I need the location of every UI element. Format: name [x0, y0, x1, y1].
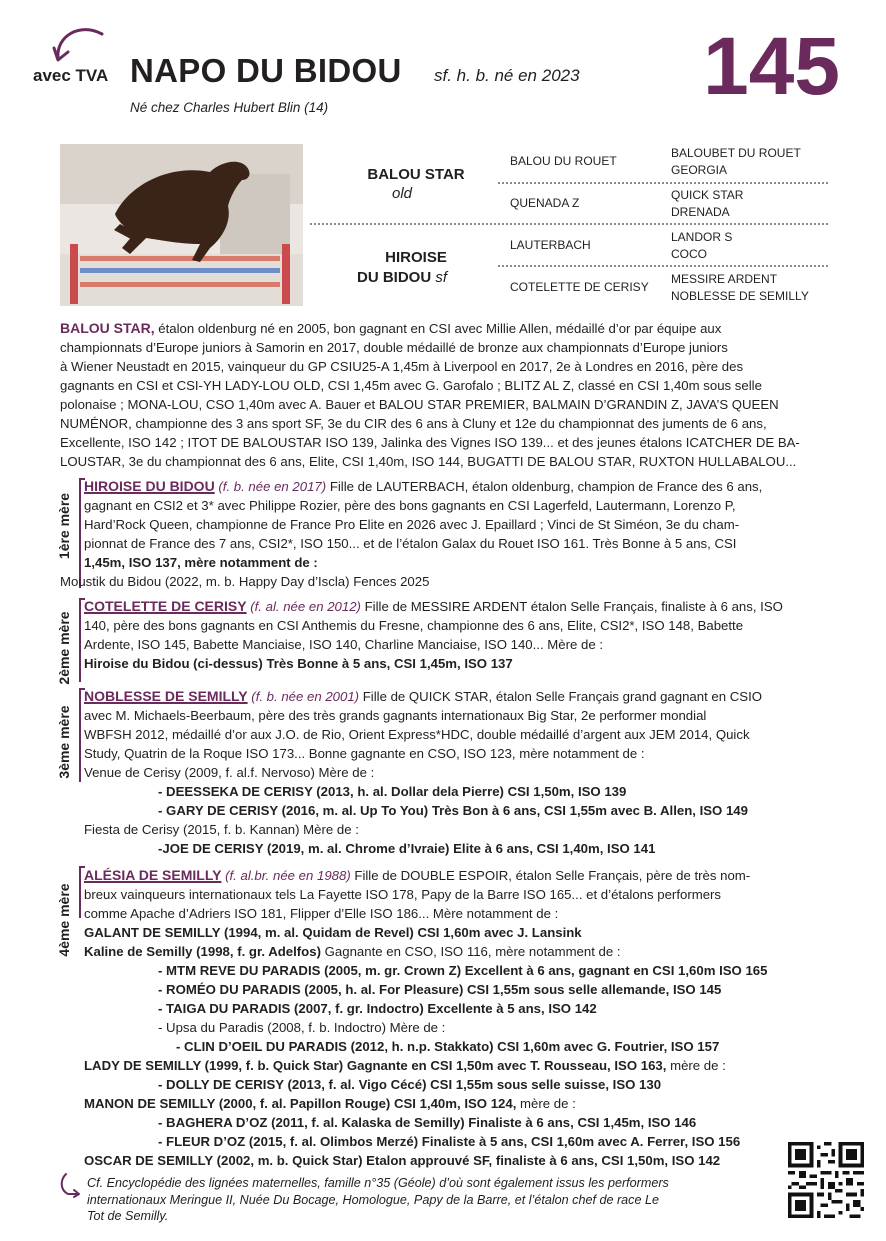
sire-description: BALOU STAR, étalon oldenburg né en 2005, bon gagnant en CSI avec Millie Allen, médaillé d’or par équipe aux championnats d’Europe juniors à Samorin en 2017, double médaillé de bronze aux championnats d’Europe juniors à Wiener Neustadt en 2015, vainqueur du GP CSIU25-A 1,45m à Liverpool en 2017, 2e à Londres en 2016, père des gagnants en CSI et CSI-YH LADY-LOU OLD, CSI 1,45m avec G. Garofalo ; BLITZ AL Z, classé en CSI 1,40m sous selle polonaise ; MONA-LOU, CSO 1,40m avec A. Bauer et BALOU STAR PREMIER, BALMAIN D’GRANDIN Z, JAVA’S QUEEN NUMÉNOR, championne des 3 ans sport SF, 3e du CIR des 6 ans à Cluny et 12e du championnat des juments de 6 ans, Excellente, ISO 142 ; ITOT DE BALOUSTAR ISO 139, Jalinka des Vignes ISO 139... et des jeunes étalons ICATCHER DE BA- LOUSTAR, 3e du championnat des 6 ans, Elite, CSI 1,40m, ISO 144, BUGATTI DE BALOU STAR, RUXTON HULLABALOU...	[60, 320, 800, 469]
mother-4: ALÉSIA DE SEMILLY (f. al.br. née en 1988) Fille de DOUBLE ESPOIR, étalon Selle Français, père de très nom- breux vainqueurs internationaux tels La Fayette ISO 178, Papy de la Barre ISO 165... et d’étalons performers comme Apache d’Adriers ISO 181, Flipper d’Elle ISO 186... Mère notamment de : GALANT DE SEMILLY (1994, m. al. Quidam de Revel) CSI 1,60m avec J. Lansink Kaline de Semilly (1998, f. gr. Adelfos) Gagnante en CSO, ISO 116, mère notamment de : - MTM REVE DU PARADIS (2005, m. gr. Crown Z) Excellent à 6 ans, gagnant en CSI 1,60m ISO 165 - ROMÉO DU PARADIS (2005, h. al. For Pleasure) CSI 1,55m sous selle allemande, ISO 145 - TAIGA DU PARADIS (2007, f. gr. Indoctro) Excellente à 5 ans, ISO 142 - Upsa du Paradis (2008, f. b. Indoctro) Mère de : - CLIN D’OEIL DU PARADIS (2012, h. n.p. Stakkato) CSI 1,60m avec G. Foutrier, ISO 157 LADY DE SEMILLY (1999, f. b. Quick Star) Gagnante en CSI 1,50m avec T. Rousseau, ISO 163, mère de : - DOLLY DE CERISY (2013, f. al. Vigo Cécé) CSI 1,55m sous selle suisse, ISO 130 MANON DE SEMILLY (2000, f. al. Papillon Rouge) CSI 1,40m, ISO 124, mère de : - BAGHERA D’OZ (2011, f. al. Kalaska de Semilly) Finaliste à 6 ans, CSI 1,45m, ISO 146 - FLEUR D’OZ (2015, f. al. Olimbos Merzé) Finaliste à 5 ans, CSI 1,60m avec A. Ferrer, ISO 156 OSCAR DE SEMILLY (2002, m. b. Quick Star) Etalon approuvé SF, finaliste à 6 ans, CSI 1,50m, ISO 142	[84, 867, 768, 1168]
mother-3: NOBLESSE DE SEMILLY (f. b. née en 2001) Fille de QUICK STAR, étalon Selle Français grand gagnant en CSIO avec M. Michaels-Beerbaum, père des très grands gagnants internationaux Big Star, 2e performer mondial WBFSH 2012, médaillé d’or aux J.O. de Rio, Orient Express*HDC, double médaillé d’argent aux JEM 2014, Quick Study, Quatrin de la Roque ISO 173... Bonne gagnante en CSO, ISO 123, mère notamment de : Venue de Cerisy (2009, f. al.f. Nervoso) Mère de : - DEESSEKA DE CERISY (2013, h. al. Dollar dela Pierre) CSI 1,50m, ISO 139 - GARY DE CERISY (2016, m. al. Up To You) Très Bon à 6 ans, CSI 1,55m avec B. Allen, ISO 149 Fiesta de Cerisy (2015, f. b. Kannan) Mère de : -JOE DE CERISY (2019, m. al. Chrome d’Ivraie) Elite à 6 ans, CSI 1,40m, ISO 141	[84, 688, 762, 856]
lot-number: 145	[703, 21, 840, 112]
mother-3-name: NOBLESSE DE SEMILLY	[84, 688, 248, 704]
pedigree-gen3-4: DRENADA	[671, 205, 730, 219]
mother-4-name: ALÉSIA DE SEMILLY	[84, 867, 222, 883]
mother-1-name: HIROISE DU BIDOU	[84, 478, 215, 494]
pedigree-divider	[498, 182, 828, 184]
pedigree-gen2-2: QUENADA Z	[510, 196, 580, 210]
mother-label-4: 4ème mère	[56, 883, 72, 957]
horse-name: NAPO DU BIDOU	[130, 52, 402, 89]
pedigree-gen3-5: LANDOR S	[671, 230, 733, 244]
mother-2: COTELETTE DE CERISY (f. al. née en 2012) Fille de MESSIRE ARDENT étalon Selle Français, finaliste à 6 ans, ISO 140, père des bons gagnants en CSI Anthemis du Fresne, championne des 6 ans, Elite, CSI2*, ISO 148, Babette Ardente, ISO 145, Babette Manciaise, ISO 140, Charline Manciaise, ISO 140... Mère de : Hiroise du Bidou (ci-dessus) Très Bonne à 5 ans, CSI 1,45m, ISO 137	[84, 598, 783, 671]
pedigree-divider	[310, 223, 828, 225]
mother-label-2: 2ème mère	[56, 611, 72, 685]
breeder: Né chez Charles Hubert Blin (14)	[130, 100, 329, 115]
sire-breed: old	[391, 185, 413, 202]
sire-name: BALOU STAR	[367, 166, 465, 183]
footer-note: Cf. Encyclopédie des lignées maternelles, famille n°35 (Géole) d’où sont également issus les performers internationaux Meringue II, Nuée Du Bocage, Homologue, Papy de la Barre, et l’étalon chef de race Le Tot de Semilly.	[87, 1176, 669, 1223]
pedigree-gen3-1: BALOUBET DU ROUET	[671, 146, 801, 160]
pedigree-gen3-3: QUICK STAR	[671, 188, 744, 202]
pedigree-gen2-3: LAUTERBACH	[510, 238, 591, 252]
pedigree-gen3-8: NOBLESSE DE SEMILLY	[671, 289, 809, 303]
mother-bracket	[79, 866, 81, 918]
tva-label: avec TVA	[33, 66, 109, 85]
pedigree-gen3-7: MESSIRE ARDENT	[671, 272, 778, 286]
mother-2-name: COTELETTE DE CERISY	[84, 598, 247, 614]
dam-name-line1: HIROISE	[385, 249, 447, 266]
sire-text-name: BALOU STAR,	[60, 320, 155, 336]
mother-bracket	[79, 598, 81, 682]
horse-description: sf. h. b. né en 2023	[434, 66, 580, 85]
pedigree-gen3-6: COCO	[671, 247, 707, 261]
horse-photo	[60, 144, 303, 306]
pedigree-gen3-2: GEORGIA	[671, 163, 728, 177]
pedigree-divider	[498, 265, 828, 267]
mother-1: HIROISE DU BIDOU (f. b. née en 2017) Fille de LAUTERBACH, étalon oldenburg, champion de France des 6 ans, gagnant en CSI2 et 3* avec Philippe Rozier, père des bons gagnants en CSI Lagerfeld, Lautermann, Lorenzo P, Hard’Rock Queen, championne de France Pro Elite en 2026 avec J. Epaillard ; Vinci de St Siméon, 3e du cham- pionnat de France des 7 ans, CSI2*, ISO 150... et de l’étalon Galax du Rouet ISO 161. Très Bonne à 5 ans, CSI 1,45m, ISO 137, mère notamment de : Moustik du Bidou (2022, m. b. Happy Day d’Iscla) Fences 2025	[60, 478, 763, 589]
qr-code[interactable]	[788, 1142, 864, 1218]
pedigree-gen2-4: COTELETTE DE CERISY	[510, 280, 649, 294]
dam-name-line2: DU BIDOU sf	[356, 269, 447, 286]
curved-arrow-icon	[50, 22, 110, 66]
mother-label-1: 1ère mère	[56, 492, 72, 560]
mother-bracket	[79, 688, 81, 782]
pedigree-gen2-1: BALOU DU ROUET	[510, 154, 617, 168]
footer-arrow-icon	[58, 1172, 82, 1198]
mother-label-3: 3ème mère	[56, 705, 72, 779]
